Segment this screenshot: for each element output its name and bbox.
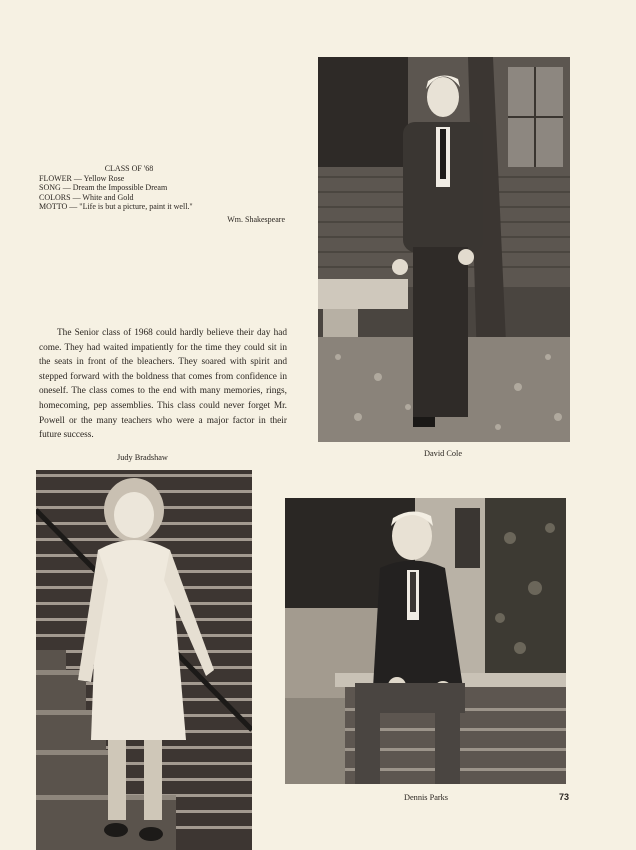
class-song: SONG — Dream the Impossible Dream — [39, 183, 168, 193]
photo-david-cole — [318, 57, 570, 442]
class-colors: COLORS — White and Gold — [39, 192, 134, 202]
class-title: CLASS OF '68 — [104, 164, 154, 173]
photo-judy-bradshaw — [36, 470, 252, 850]
senior-class-paragraph: The Senior class of 1968 could hardly believe their day had come. They had waited impatiently for the time they could sit in the seats in front of the bleachers. They soared with spirit and stepped forward with the boldness that comes from confidence in oneself. The class comes to the end with many memories, rings, homecoming, pep assemblies. This class could never forget Mr. Powell or the many teachers who were a major factor in their future success. — [39, 328, 287, 441]
class-motto: MOTTO — "Life is but a picture, paint it well." — [39, 202, 193, 212]
caption-david-cole: David Cole — [424, 449, 463, 458]
caption-judy-bradshaw: Judy Bradshaw — [117, 453, 168, 462]
caption-dennis-parks: Dennis Parks — [404, 793, 449, 802]
class-info-block — [39, 164, 289, 225]
page-number: 73 — [559, 792, 570, 802]
photo-dennis-parks — [285, 498, 566, 784]
motto-attribution: Wm. Shakespeare — [227, 214, 285, 224]
class-flower: FLOWER — Yellow Rose — [39, 173, 125, 183]
